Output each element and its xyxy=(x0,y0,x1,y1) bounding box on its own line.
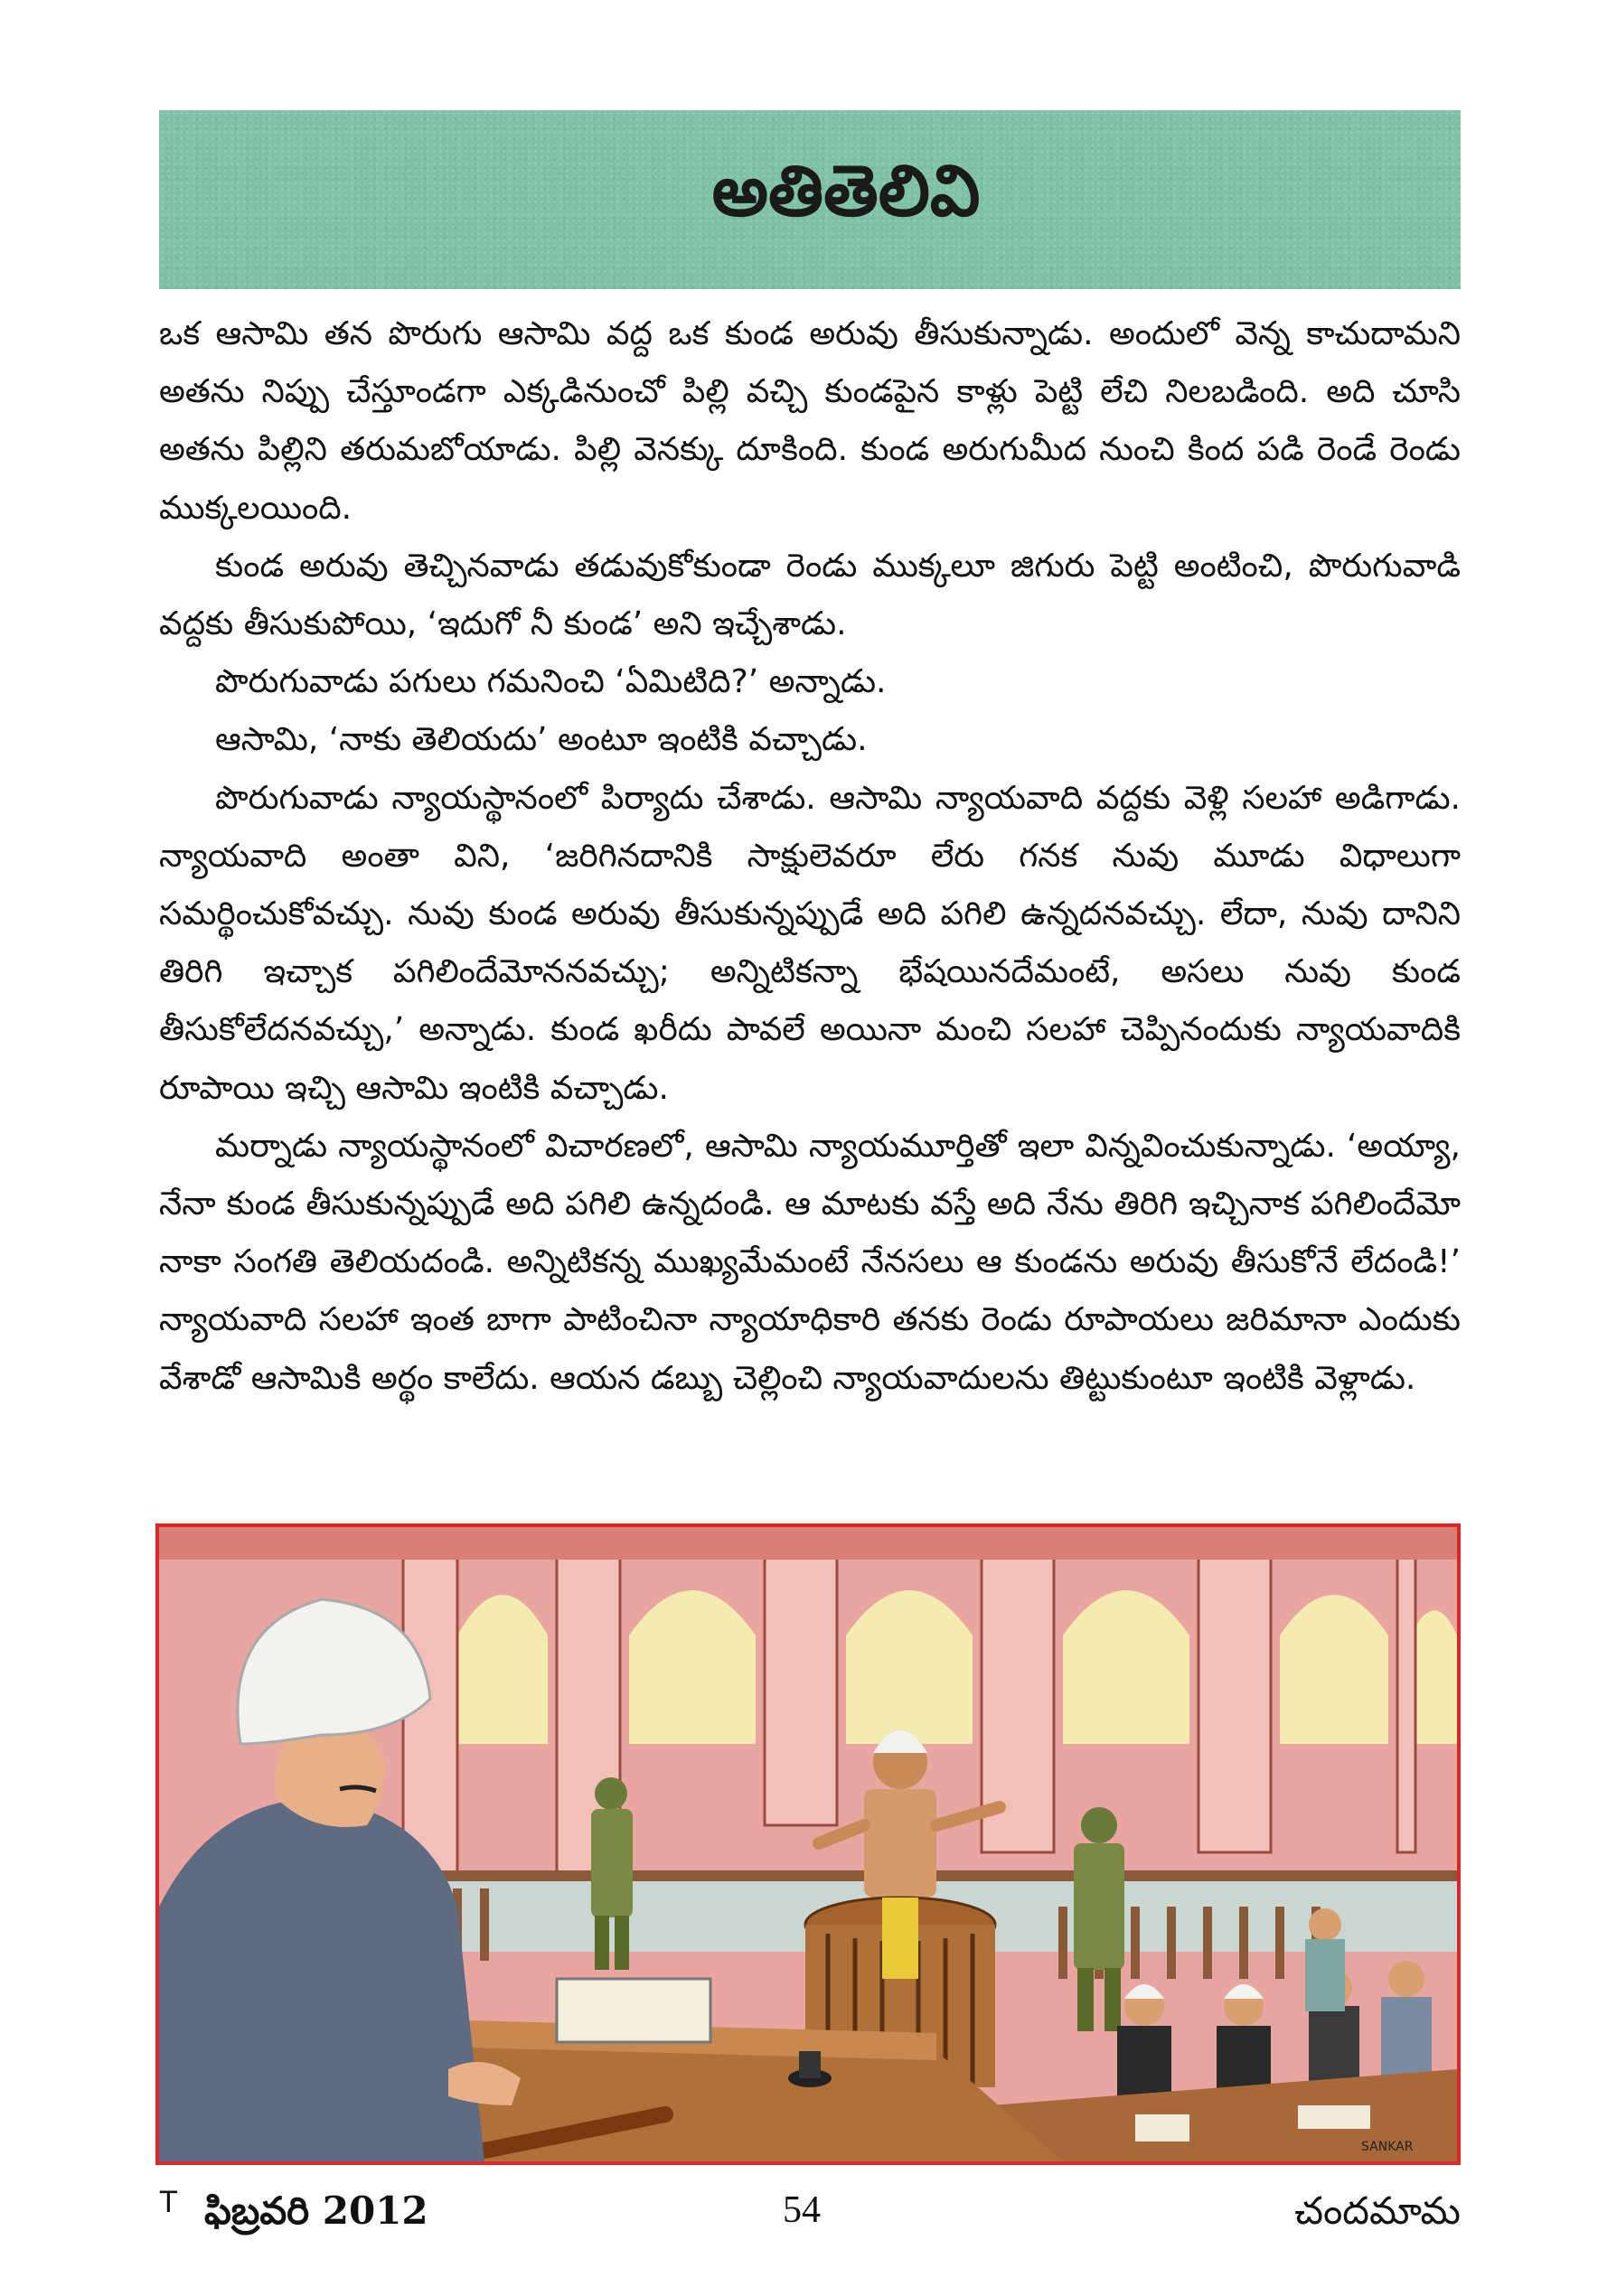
story-paragraph: పొరుగువాడు పగులు గమనించి ‘ఏమిటిది?’ అన్నాడు. xyxy=(215,663,887,701)
magazine-name: చందమామ xyxy=(1294,2188,1461,2233)
issue-date: ఫిబ్రవరి 2012 xyxy=(204,2188,428,2233)
page-number: 54 xyxy=(783,2189,821,2231)
page-footer xyxy=(159,2185,1461,2239)
footer-mark: T xyxy=(159,2185,178,2219)
courtroom-illustration xyxy=(155,1523,1461,2165)
artist-signature: SANKAR xyxy=(1361,2140,1414,2154)
story-title: అతితెలివి xyxy=(711,150,981,232)
story-body xyxy=(159,305,1461,1408)
story-paragraph: మర్నాడు న్యాయస్థానంలో విచారణలో, ఆసామి న్యాయమూర్తితో ఇలా విన్నవించుకున్నాడు. ‘అయ్యా, నేనా కుండ తీసుకున్నప్పుడే అది పగిలి ఉన్నదండి. ఆ మాటకు వస్తే అది నేను తిరిగి ఇచ్చినాక పగిలిందేమో నాకా సంగతి తెలియదండి. అన్నిటికన్న ముఖ్యమేమంటే నేనసలు ఆ కుండను అరువు తీసుకోనే లేదండి!’ న్యాయవాది సలహా ఇంత బాగా పాటించినా న్యాయాధికారి తనకు రెండు రూపాయలు జరిమానా ఎందుకు వేశాడో ఆసామికి అర్థం కాలేదు. ఆయన డబ్బు చెల్లించి న్యాయవాదులను తిట్టుకుంటూ ఇంటికి వెళ్లాడు. xyxy=(159,1127,1461,1397)
story-paragraph: ఆసామి, ‘నాకు తెలియదు’ అంటూ ఇంటికి వచ్చాడు. xyxy=(215,721,868,759)
title-banner xyxy=(159,110,1461,289)
story-paragraph: పొరుగువాడు న్యాయస్థానంలో పిర్యాదు చేశాడు. ఆసామి న్యాయవాది వద్దకు వెళ్లి సలహా అడిగాడు. న్యాయవాది అంతా విని, ‘జరిగినదానికి సాక్షులెవరూ లేరు గనక నువు మూడు విధాలుగా సమర్థించుకోవచ్చు. నువు కుండ అరువు తీసుకున్నప్పుడే అది పగిలి ఉన్నదనవచ్చు. లేదా, నువు దానిని తిరిగి ఇచ్చాక పగిలిందేమోననవచ్చు; అన్నిటికన్నా భేషయినదేమంటే, అసలు నువు కుండ తీసుకోలేదనవచ్చు,’ అన్నాడు. కుండ ఖరీదు పావలే అయినా మంచి సలహా చెప్పినందుకు న్యాయవాదికి రూపాయి ఇచ్చి ఆసామి ఇంటికి వచ్చాడు. xyxy=(159,779,1461,1107)
story-paragraph: కుండ అరువు తెచ్చినవాడు తడువుకోకుండా రెండు ముక్కలూ జిగురు పెట్టి అంటించి, పొరుగువాడి వద్దకు తీసుకుపోయి, ‘ఇదుగో నీ కుండ’ అని ఇచ్చేశాడు. xyxy=(159,547,1461,643)
courtroom-scene xyxy=(159,1527,1457,2161)
story-paragraph: ఒక ఆసామి తన పొరుగు ఆసామి వద్ద ఒక కుండ అరువు తీసుకున్నాడు. అందులో వెన్న కాచుదామని అతను నిప్పు చేస్తూండగా ఎక్కడినుంచో పిల్లి వచ్చి కుండపైన కాళ్లు పెట్టి లేచి నిలబడింది. అది చూసి అతను పిల్లిని తరుమబోయాడు. పిల్లి వెనక్కు దూకింది. కుండ అరుగుమీద నుంచి కింద పడి రెండే రెండు ముక్కలయింది. xyxy=(159,315,1461,527)
